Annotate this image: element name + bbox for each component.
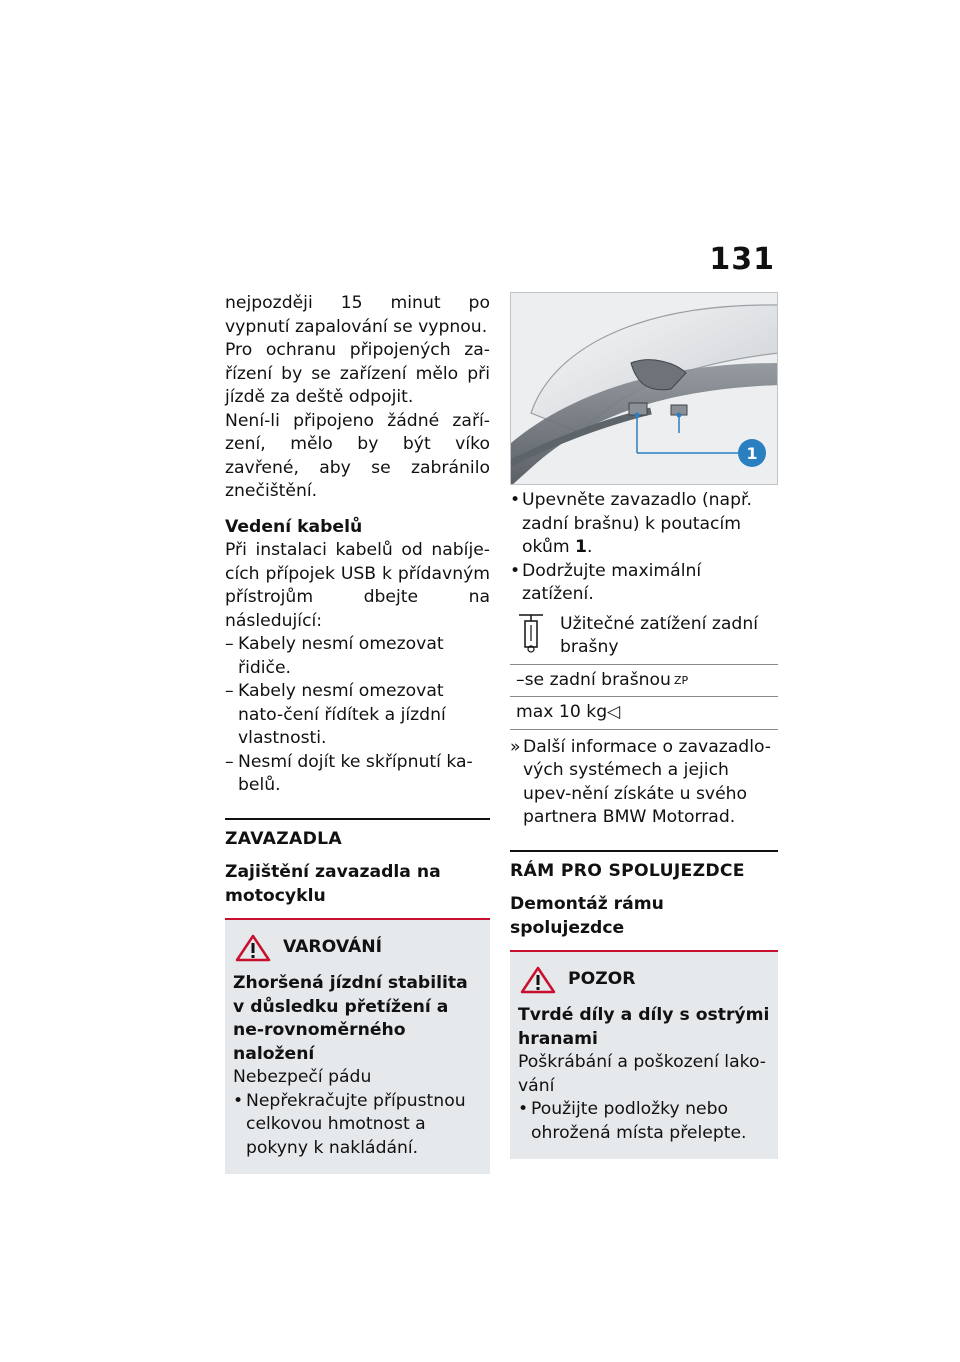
caution-triangle-icon [520, 966, 556, 994]
spec-header: Užitečné zatížení zadní brašny [560, 613, 759, 657]
intro-paragraph-1: nejpozději 15 minut po vypnutí zapalování se vypnou. [225, 293, 490, 337]
spec-value: max 10 kg◁ [516, 702, 621, 722]
rack-illustration [511, 293, 778, 485]
spec-table [510, 613, 778, 730]
caution-title: Tvrdé díly a díly s ostrými hranami [518, 1005, 770, 1049]
warning-box [225, 920, 490, 1174]
section-title: RÁM PRO SPOLUJEZDCE [510, 860, 745, 881]
bullet-text: Upevněte zavazadlo (např. zadní brašnu) k poutacím okům [522, 490, 752, 557]
weight-icon [516, 613, 546, 653]
section-title: ZAVAZADLA [225, 828, 343, 849]
list-item [510, 489, 778, 560]
warning-title: Zhoršená jízdní stabilita v důsledku přetížení a ne-rovnoměrného naložení [233, 973, 468, 1064]
section-subtitle: Zajištění zavazadla na motocyklu [225, 861, 490, 920]
spec-header-row [510, 613, 778, 665]
caution-bullet: • Použijte podložky nebo ohrožená místa přelepte. [518, 1098, 770, 1145]
intro-paragraph-3: Není-li připojeno žádné zaří-zení, mělo by být víko zavřené, aby se zabránilo znečištění. [225, 410, 490, 501]
list-item: – Kabely nesmí omezovat nato-čení řídítek a jízdní vlastnosti. [225, 680, 490, 751]
section-luggage [225, 818, 490, 921]
left-column [225, 292, 490, 1174]
list-item: – Kabely nesmí omezovat řidiče. [225, 633, 490, 680]
cables-list [225, 633, 490, 798]
section-subtitle: Demontáž rámu spolujezdce [510, 893, 778, 952]
list-item: – Nesmí dojít ke skřípnutí ka-belů. [225, 751, 490, 798]
spec-label-row [510, 665, 778, 698]
page-number: 131 [709, 242, 775, 277]
reference-note: » Další informace o zavazadlo-vých systémech a jejich upev-nění získáte u svého partnera BMW Motorrad. [510, 736, 778, 830]
warning-label: VAROVÁNÍ [283, 937, 383, 958]
right-column [510, 292, 778, 1159]
section-passenger-frame [510, 850, 778, 953]
list-item: • Dodržujte maximální zatížení. [510, 560, 778, 607]
caution-box [510, 952, 778, 1159]
bullet-end: . [587, 537, 593, 557]
warning-header [235, 934, 482, 962]
intro-paragraph-2: Pro ochranu připojených za-řízení by se zařízení mělo při jízdě za deště odpojit. [225, 340, 490, 407]
warning-text: Nebezpečí pádu [233, 1067, 372, 1087]
caution-header [520, 966, 770, 994]
caution-label: POZOR [568, 969, 636, 990]
spec-sup: ZP [673, 673, 689, 687]
warning-triangle-icon [235, 934, 271, 962]
callout-number: 1 [746, 444, 758, 463]
spec-label: –se zadní brašnou [516, 669, 671, 690]
caution-text: Poškrábání a poškození lako-vání [518, 1052, 766, 1096]
cables-text: Při instalaci kabelů od nabíje-cích přípojek USB k přídavným přístrojům dbejte na následující: [225, 540, 490, 631]
bullet-ref: 1 [575, 537, 588, 557]
cables-heading: Vedení kabelů [225, 516, 363, 537]
warning-bullet: • Nepřekračujte přípustnou celkovou hmotnost a pokyny k nakládání. [233, 1090, 482, 1161]
luggage-figure [510, 292, 778, 485]
spec-value-row [510, 697, 778, 730]
luggage-bullets [510, 489, 778, 607]
